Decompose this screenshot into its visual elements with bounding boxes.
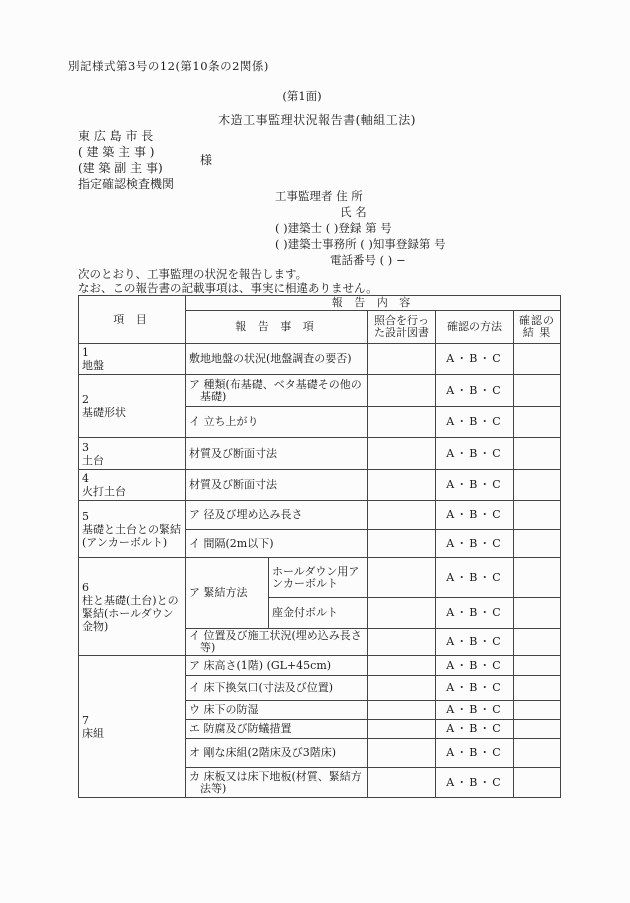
- design-docs-cell: [368, 375, 436, 407]
- result-cell: [514, 720, 561, 739]
- design-docs-cell: [368, 344, 436, 375]
- matter-sublabel-cell: ア 緊結方法: [186, 558, 269, 629]
- matter-cell: ア 種類(布基礎、ベタ基礎その他の基礎): [186, 375, 368, 407]
- page-face-label: (第1面): [282, 89, 322, 103]
- matter-subcell: ホールダウン用アンカーボルト: [269, 558, 368, 598]
- supervisor-office-line: ( )建築士事務所 ( )知事登録第 号: [275, 237, 446, 251]
- intro-line: 次のとおり、工事監理の状況を報告します。: [78, 267, 308, 281]
- col-header-result-line2: 結 果: [522, 326, 552, 339]
- design-docs-cell: [368, 629, 436, 656]
- matter-cell: オ 剛な床組(2階床及び3階床): [186, 739, 368, 768]
- design-docs-cell: [368, 676, 436, 701]
- result-cell: [514, 598, 561, 629]
- item-name: 地盤: [82, 359, 104, 372]
- addressee-line: (建 築 副 主 事): [78, 161, 163, 175]
- matter-cell: イ 立ち上がり: [186, 407, 368, 438]
- matter-cell: エ 防腐及び防蟻措置: [186, 720, 368, 739]
- item-cell: [79, 470, 186, 501]
- design-docs-cell: [368, 470, 436, 501]
- item-name: 火打土台: [82, 485, 126, 498]
- result-cell: [514, 470, 561, 501]
- col-header-method: 確認の方法: [436, 311, 514, 344]
- method-cell: A・B・C: [436, 501, 514, 530]
- method-cell: A・B・C: [436, 629, 514, 656]
- item-cell: [79, 501, 186, 558]
- item-cell: [79, 656, 186, 798]
- form-number: 別記様式第3号の12(第10条の2関係): [68, 59, 269, 73]
- method-cell: A・B・C: [436, 438, 514, 470]
- supervisor-name-line: 氏 名: [340, 205, 367, 219]
- design-docs-cell: [368, 768, 436, 798]
- item-number: 4: [82, 472, 89, 485]
- method-cell: A・B・C: [436, 739, 514, 768]
- result-cell: [514, 701, 561, 720]
- method-cell: A・B・C: [436, 407, 514, 438]
- design-docs-cell: [368, 656, 436, 676]
- col-header-item: 項 目: [79, 296, 186, 344]
- design-docs-cell: [368, 598, 436, 629]
- matter-cell: カ 床板又は床下地板(材質、緊結方法等): [186, 768, 368, 798]
- result-cell: [514, 501, 561, 530]
- result-cell: [514, 438, 561, 470]
- honorific-sama: 様: [200, 153, 213, 167]
- method-cell: A・B・C: [436, 375, 514, 407]
- design-docs-cell: [368, 739, 436, 768]
- method-cell: A・B・C: [436, 598, 514, 629]
- matter-cell: ウ 床下の防湿: [186, 701, 368, 720]
- result-cell: [514, 375, 561, 407]
- item-name: 床組: [82, 726, 104, 740]
- design-docs-cell: [368, 407, 436, 438]
- result-cell: [514, 344, 561, 375]
- matter-subcell: 座金付ボルト: [269, 598, 368, 629]
- item-number: 7: [82, 713, 89, 727]
- result-cell: [514, 629, 561, 656]
- item-number: 2: [82, 393, 89, 406]
- col-header-report-matter: 報 告 事 項: [186, 311, 368, 344]
- design-docs-cell: [368, 558, 436, 598]
- method-cell: A・B・C: [436, 720, 514, 739]
- design-docs-cell: [368, 530, 436, 558]
- item-number: 1: [82, 346, 89, 359]
- item-name: 基礎と土台との緊結(アンカーボルト): [82, 522, 181, 549]
- intro-line: なお、この報告書の記載事項は、事実に相違ありません。: [78, 281, 378, 295]
- item-number: 6: [82, 580, 89, 594]
- matter-cell: ア 径及び埋め込み長さ: [186, 501, 368, 530]
- matter-cell: イ 間隔(2m以下): [186, 530, 368, 558]
- item-cell: [79, 558, 186, 656]
- item-name: 柱と基礎(土台)との緊結(ホールダウン金物): [82, 593, 179, 633]
- report-table: [78, 295, 561, 798]
- result-cell: [514, 656, 561, 676]
- intro-block: [78, 267, 378, 295]
- result-cell: [514, 768, 561, 798]
- item-number: 3: [82, 440, 89, 454]
- addressee-block: [78, 128, 213, 192]
- item-name: 土台: [82, 453, 104, 467]
- col-header-result-line1: 確認の: [519, 314, 556, 327]
- design-docs-cell: [368, 720, 436, 739]
- addressee-line: 指定確認検査機関: [78, 177, 175, 191]
- supervisor-phone-line: 電話番号 ( ) −: [330, 253, 406, 267]
- matter-cell: ア 床高さ(1階) (GL+45cm): [186, 656, 368, 676]
- method-cell: A・B・C: [436, 344, 514, 375]
- supervisor-architect-line: ( )建築士 ( )登録 第 号: [275, 221, 392, 235]
- matter-cell: イ 位置及び施工状況(埋め込み長さ等): [186, 629, 368, 656]
- method-cell: A・B・C: [436, 768, 514, 798]
- result-cell: [514, 530, 561, 558]
- supervisor-address-line: 工事監理者 住 所: [275, 189, 363, 203]
- matter-cell: イ 床下換気口(寸法及び位置): [186, 676, 368, 701]
- method-cell: A・B・C: [436, 676, 514, 701]
- item-cell: [79, 375, 186, 438]
- item-cell: [79, 438, 186, 470]
- result-cell: [514, 407, 561, 438]
- item-number: 5: [82, 509, 89, 523]
- design-docs-cell: [368, 501, 436, 530]
- method-cell: A・B・C: [436, 558, 514, 598]
- matter-cell: 敷地地盤の状況(地盤調査の要否): [186, 344, 368, 375]
- col-header-report-content: 報 告 内 容: [186, 296, 561, 311]
- document-title: 木造工事監理状況報告書(軸組工法): [218, 113, 416, 127]
- result-cell: [514, 676, 561, 701]
- method-cell: A・B・C: [436, 530, 514, 558]
- design-docs-cell: [368, 701, 436, 720]
- col-header-result: [514, 311, 561, 344]
- design-docs-cell: [368, 438, 436, 470]
- addressee-line: ( 建 築 主 事 ): [78, 145, 155, 159]
- matter-cell: 材質及び断面寸法: [186, 438, 368, 470]
- method-cell: A・B・C: [436, 701, 514, 720]
- method-cell: A・B・C: [436, 656, 514, 676]
- result-cell: [514, 558, 561, 598]
- supervisor-block: [275, 188, 446, 268]
- method-cell: A・B・C: [436, 470, 514, 501]
- result-cell: [514, 739, 561, 768]
- item-name: 基礎形状: [82, 406, 126, 419]
- matter-cell: 材質及び断面寸法: [186, 470, 368, 501]
- col-header-design-docs: 照合を行った設計図書: [368, 311, 436, 344]
- item-cell: [79, 344, 186, 375]
- addressee-line: 東 広 島 市 長: [78, 129, 154, 143]
